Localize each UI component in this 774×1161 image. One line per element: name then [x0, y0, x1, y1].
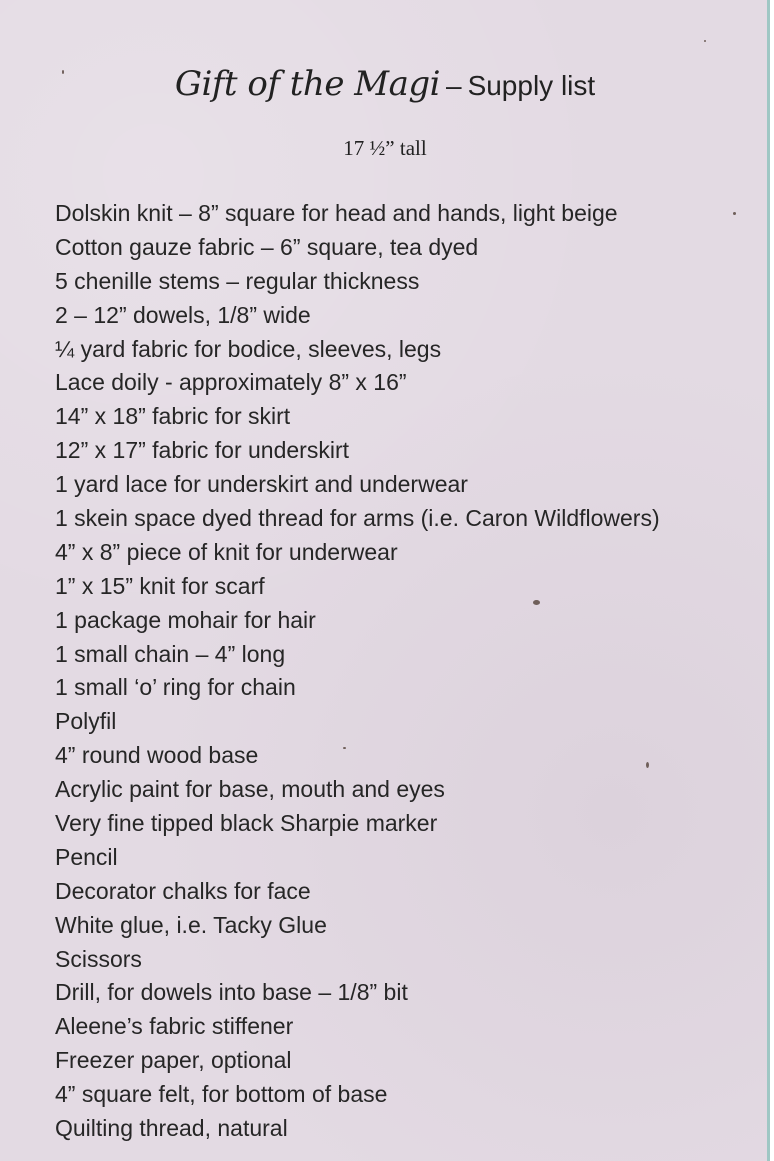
list-item: Cotton gauze fabric – 6” square, tea dyed	[55, 233, 479, 260]
list-item: Freezer paper, optional	[55, 1047, 292, 1074]
list-item: Drill, for dowels into base – 1/8” bit	[55, 979, 408, 1006]
list-item: 5 chenille stems – regular thickness	[55, 267, 420, 294]
list-item: 2 – 12” dowels, 1/8” wide	[55, 301, 311, 328]
list-item: 1 yard lace for underskirt and underwear	[55, 471, 468, 498]
list-item: Pencil	[55, 843, 118, 870]
list-item: 4” square felt, for bottom of base	[55, 1081, 388, 1108]
title-plain-text: Supply list	[467, 70, 596, 101]
list-item: Lace doily - approximately 8” x 16”	[55, 369, 407, 396]
list-item: White glue, i.e. Tacky Glue	[55, 911, 327, 938]
list-item: 1 skein space dyed thread for arms (i.e. Caron Wildflowers)	[55, 505, 660, 532]
paper-speck	[733, 212, 736, 215]
list-item: Aleene’s fabric stiffener	[55, 1013, 294, 1040]
list-item: 12” x 17” fabric for underskirt	[55, 437, 350, 464]
list-item: ¼ yard fabric for bodice, sleeves, legs	[55, 335, 442, 362]
paper-speck	[343, 747, 346, 749]
list-item: 1” x 15” knit for scarf	[55, 572, 265, 599]
list-item: 4” x 8” piece of knit for underwear	[55, 538, 398, 565]
list-item: 14” x 18” fabric for skirt	[55, 403, 291, 430]
list-item: Scissors	[55, 945, 142, 972]
page-title	[0, 64, 770, 104]
list-item: 4” round wood base	[55, 742, 259, 769]
title-script-text: Gift of the Magi	[174, 64, 440, 104]
list-item: Acrylic paint for base, mouth and eyes	[55, 776, 445, 803]
list-item: Decorator chalks for face	[55, 877, 311, 904]
supply-list	[55, 197, 660, 1146]
paper-speck	[533, 600, 540, 605]
height-note: 17 ½” tall	[343, 136, 427, 160]
paper-speck	[62, 70, 64, 74]
paper-speck	[704, 40, 706, 42]
list-item: 1 small ‘o’ ring for chain	[55, 674, 296, 701]
list-item: Dolskin knit – 8” square for head and hands, light beige	[55, 200, 618, 226]
list-item: Quilting thread, natural	[55, 1115, 288, 1142]
list-item: Polyfil	[55, 708, 117, 735]
list-item: 1 small chain – 4” long	[55, 640, 286, 667]
title-separator: –	[445, 70, 462, 101]
list-item: 1 package mohair for hair	[55, 606, 316, 633]
list-item: Very fine tipped black Sharpie marker	[55, 810, 438, 837]
paper-speck	[646, 762, 649, 768]
